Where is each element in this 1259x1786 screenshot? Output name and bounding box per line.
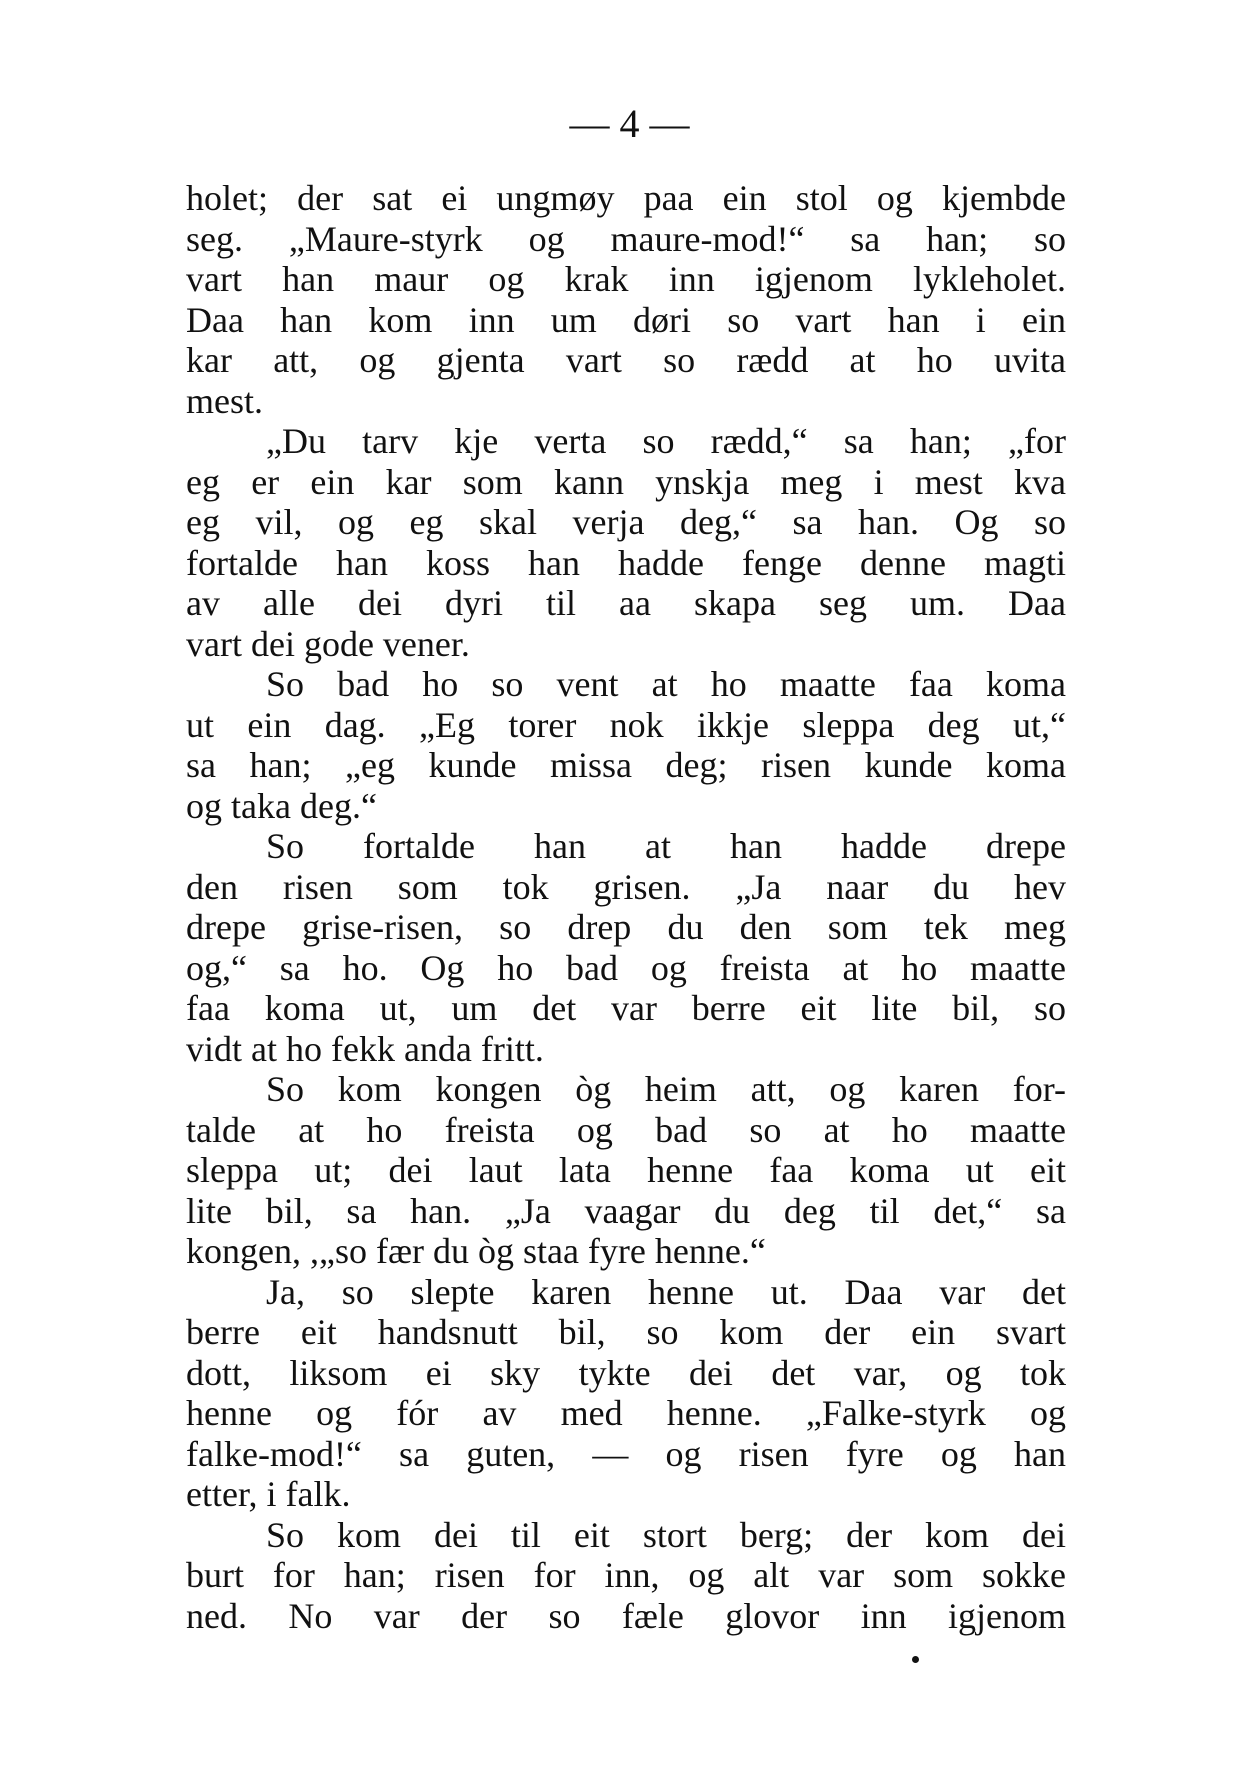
text-line: og,“ sa ho. Og ho bad og freista at ho maatte bbox=[186, 947, 1066, 988]
text-line: sleppa ut; dei laut lata henne faa koma ut eit bbox=[186, 1150, 1066, 1190]
text-line: talde at ho freista og bad so at ho maatte bbox=[186, 1109, 1066, 1150]
text-line: So kom dei til eit stort berg; der kom dei bbox=[266, 1514, 1066, 1555]
text-line: So bad ho so vent at ho maatte faa koma bbox=[266, 664, 1066, 704]
text-line: og taka deg.“ bbox=[186, 785, 377, 826]
paragraph bbox=[186, 1515, 1066, 1637]
text-line: kar att, og gjenta vart so rædd at ho uvita bbox=[186, 340, 1066, 380]
text-line: ut ein dag. „Eg torer nok ikkje sleppa deg ut,“ bbox=[186, 704, 1066, 745]
paragraph bbox=[186, 1069, 1066, 1272]
text-line: holet; der sat ei ungmøy paa ein stol og kjembde bbox=[186, 178, 1066, 218]
text-line: seg. „Maure-styrk og maure-mod!“ sa han; so bbox=[186, 218, 1066, 259]
paragraph bbox=[186, 178, 1066, 421]
text-line: vidt at ho fekk anda fritt. bbox=[186, 1028, 544, 1069]
page-number: — 4 — bbox=[569, 101, 690, 146]
paragraph bbox=[186, 664, 1066, 826]
text-line: Ja, so slepte karen henne ut. Daa var det bbox=[266, 1271, 1066, 1312]
text-line: „Du tarv kje verta so rædd,“ sa han; „for bbox=[266, 421, 1066, 461]
text-line: berre eit handsnutt bil, so kom der ein svart bbox=[186, 1312, 1066, 1352]
text-line: fortalde han koss han hadde fenge denne magti bbox=[186, 542, 1066, 583]
text-line: vart dei gode vener. bbox=[186, 623, 470, 664]
text-line: eg vil, og eg skal verja deg,“ sa han. Og so bbox=[186, 502, 1066, 542]
text-line: kongen, ,„so fær du òg staa fyre henne.“ bbox=[186, 1231, 766, 1271]
text-line: burt for han; risen for inn, og alt var som sokke bbox=[186, 1555, 1066, 1595]
text-line: faa koma ut, um det var berre eit lite bil, so bbox=[186, 988, 1066, 1028]
text-line: lite bil, sa han. „Ja vaagar du deg til det,“ sa bbox=[186, 1190, 1066, 1231]
text-line: henne og fór av med henne. „Falke-styrk og bbox=[186, 1393, 1066, 1433]
text-line: ned. No var der so fæle glovor inn igjenom bbox=[186, 1595, 1066, 1636]
text-line: eg er ein kar som kann ynskja meg i mest kva bbox=[186, 461, 1066, 502]
text-line: Daa han kom inn um døri so vart han i ein bbox=[186, 299, 1066, 340]
text-line: etter, i falk. bbox=[186, 1474, 351, 1514]
paragraph bbox=[186, 1272, 1066, 1515]
text-line: So kom kongen òg heim att, og karen for- bbox=[266, 1069, 1066, 1109]
text-line: sa han; „eg kunde missa deg; risen kunde koma bbox=[186, 745, 1066, 785]
text-line: drepe grise-risen, so drep du den som tek meg bbox=[186, 907, 1066, 947]
text-line: vart han maur og krak inn igjenom lykleholet. bbox=[186, 259, 1066, 299]
text-line: So fortalde han at han hadde drepe bbox=[266, 826, 1066, 866]
ink-speck bbox=[912, 1656, 919, 1663]
text-line: falke-mod!“ sa guten, — og risen fyre og han bbox=[186, 1433, 1066, 1474]
paragraph bbox=[186, 826, 1066, 1069]
text-line: dott, liksom ei sky tykte dei det var, og tok bbox=[186, 1352, 1066, 1393]
text-line: den risen som tok grisen. „Ja naar du hev bbox=[186, 866, 1066, 907]
paragraph bbox=[186, 421, 1066, 664]
text-line: mest. bbox=[186, 380, 263, 421]
body-text bbox=[186, 178, 1066, 1636]
text-line: av alle dei dyri til aa skapa seg um. Daa bbox=[186, 583, 1066, 623]
